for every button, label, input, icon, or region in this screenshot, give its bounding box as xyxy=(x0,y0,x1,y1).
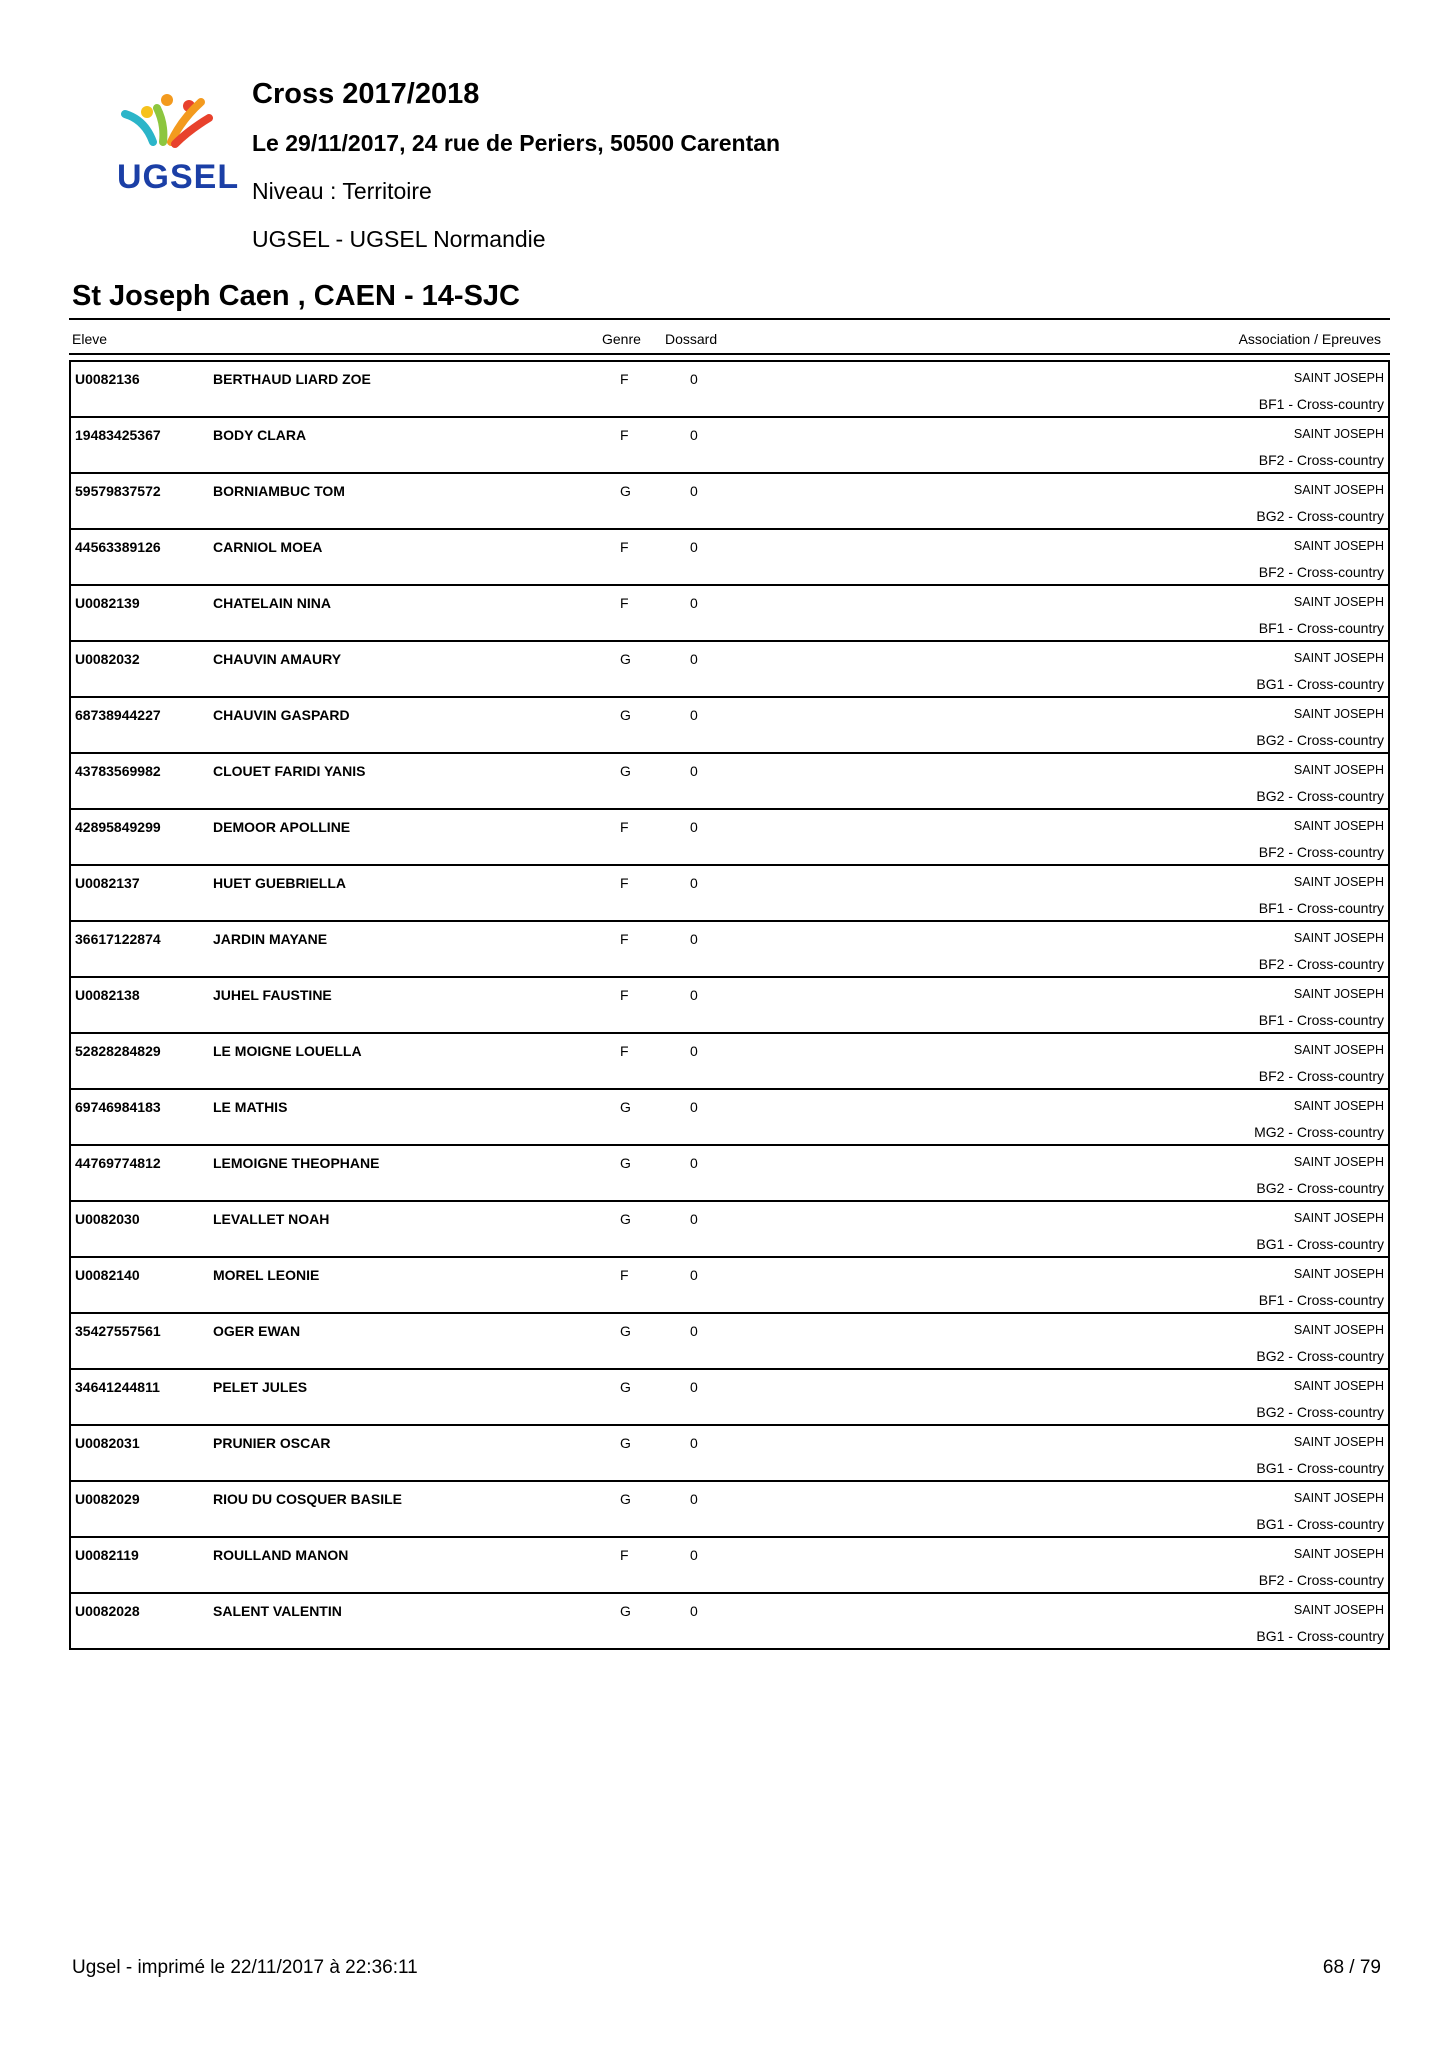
participant-genre: G xyxy=(620,763,631,779)
table-row xyxy=(71,1202,1388,1258)
participant-epreuve: BF2 - Cross-country xyxy=(1258,1068,1384,1084)
table-row xyxy=(71,474,1388,530)
participant-genre: G xyxy=(620,1099,631,1115)
participant-id: 35427557561 xyxy=(75,1323,161,1339)
participant-name: LEMOIGNE THEOPHANE xyxy=(213,1155,380,1171)
column-header-genre: Genre xyxy=(602,331,641,347)
participant-epreuve: BG2 - Cross-country xyxy=(1256,732,1384,748)
header-divider xyxy=(69,353,1390,355)
participant-dossard: 0 xyxy=(690,483,698,499)
participant-genre: G xyxy=(620,1155,631,1171)
table-row xyxy=(71,1034,1388,1090)
participant-id: U0082029 xyxy=(75,1491,140,1507)
participant-dossard: 0 xyxy=(690,987,698,1003)
participant-genre: G xyxy=(620,707,631,723)
participant-name: BERTHAUD LIARD ZOE xyxy=(213,371,371,387)
participant-genre: F xyxy=(620,1547,629,1563)
participant-genre: G xyxy=(620,1603,631,1619)
participant-dossard: 0 xyxy=(690,651,698,667)
participant-dossard: 0 xyxy=(690,1043,698,1059)
table-row xyxy=(71,1258,1388,1314)
participant-epreuve: BG1 - Cross-country xyxy=(1256,1236,1384,1252)
column-header-dossard: Dossard xyxy=(665,331,718,347)
participant-id: U0082137 xyxy=(75,875,140,891)
table-row xyxy=(71,1594,1388,1648)
participant-name: HUET GUEBRIELLA xyxy=(213,875,346,891)
participant-genre: G xyxy=(620,483,631,499)
participant-name: ROULLAND MANON xyxy=(213,1547,349,1563)
participant-dossard: 0 xyxy=(690,595,698,611)
participant-association: SAINT JOSEPH xyxy=(1293,1323,1384,1337)
participant-id: U0082140 xyxy=(75,1267,140,1283)
participant-name: BORNIAMBUC TOM xyxy=(213,483,345,499)
participant-association: SAINT JOSEPH xyxy=(1293,539,1384,553)
participant-association: SAINT JOSEPH xyxy=(1293,1267,1384,1281)
event-organisation: UGSEL - UGSEL Normandie xyxy=(252,226,546,252)
participant-genre: F xyxy=(620,371,629,387)
table-row xyxy=(71,922,1388,978)
participant-genre: G xyxy=(620,651,631,667)
participant-association: SAINT JOSEPH xyxy=(1293,1435,1384,1449)
participant-dossard: 0 xyxy=(690,819,698,835)
participant-genre: F xyxy=(620,875,629,891)
participant-name: SALENT VALENTIN xyxy=(213,1603,342,1619)
participant-name: LEVALLET NOAH xyxy=(213,1211,330,1227)
participant-genre: G xyxy=(620,1379,631,1395)
participant-id: 59579837572 xyxy=(75,483,161,499)
participant-association: SAINT JOSEPH xyxy=(1293,651,1384,665)
table-row xyxy=(71,362,1388,418)
participant-dossard: 0 xyxy=(690,539,698,555)
table-row xyxy=(71,530,1388,586)
participant-dossard: 0 xyxy=(690,1211,698,1227)
participant-id: U0082032 xyxy=(75,651,140,667)
participant-id: 44563389126 xyxy=(75,539,161,555)
participant-name: LE MOIGNE LOUELLA xyxy=(213,1043,362,1059)
participant-dossard: 0 xyxy=(690,1491,698,1507)
table-row xyxy=(71,1090,1388,1146)
participant-name: CHAUVIN AMAURY xyxy=(213,651,342,667)
participant-epreuve: BF1 - Cross-country xyxy=(1258,900,1384,916)
participant-association: SAINT JOSEPH xyxy=(1293,1379,1384,1393)
participant-epreuve: BF1 - Cross-country xyxy=(1258,1012,1384,1028)
participant-epreuve: BG1 - Cross-country xyxy=(1256,676,1384,692)
participant-name: BODY CLARA xyxy=(213,427,307,443)
participant-association: SAINT JOSEPH xyxy=(1293,1155,1384,1169)
participant-name: JARDIN MAYANE xyxy=(213,931,328,947)
participant-genre: G xyxy=(620,1435,631,1451)
participant-id: 52828284829 xyxy=(75,1043,161,1059)
participant-association: SAINT JOSEPH xyxy=(1293,483,1384,497)
participant-id: 68738944227 xyxy=(75,707,161,723)
table-row xyxy=(71,1426,1388,1482)
participant-epreuve: BG1 - Cross-country xyxy=(1256,1516,1384,1532)
participant-genre: F xyxy=(620,427,629,443)
participant-epreuve: BG2 - Cross-country xyxy=(1256,1404,1384,1420)
participant-id: U0082030 xyxy=(75,1211,140,1227)
table-row xyxy=(71,1370,1388,1426)
participant-dossard: 0 xyxy=(690,1267,698,1283)
participant-epreuve: BG1 - Cross-country xyxy=(1256,1460,1384,1476)
participant-dossard: 0 xyxy=(690,707,698,723)
participant-dossard: 0 xyxy=(690,1547,698,1563)
participant-id: U0082138 xyxy=(75,987,140,1003)
participant-genre: F xyxy=(620,595,629,611)
table-row xyxy=(71,698,1388,754)
participant-id: 34641244811 xyxy=(75,1379,160,1395)
participant-id: U0082028 xyxy=(75,1603,140,1619)
table-row xyxy=(71,1482,1388,1538)
participant-dossard: 0 xyxy=(690,427,698,443)
table-row xyxy=(71,754,1388,810)
participant-dossard: 0 xyxy=(690,1603,698,1619)
participant-epreuve: BF1 - Cross-country xyxy=(1258,620,1384,636)
participant-epreuve: BF1 - Cross-country xyxy=(1258,396,1384,412)
participant-id: 69746984183 xyxy=(75,1099,161,1115)
participant-genre: G xyxy=(620,1491,631,1507)
table-row xyxy=(71,866,1388,922)
participant-association: SAINT JOSEPH xyxy=(1293,987,1384,1001)
participant-epreuve: BF2 - Cross-country xyxy=(1258,1572,1384,1588)
table-row xyxy=(71,810,1388,866)
participant-dossard: 0 xyxy=(690,1155,698,1171)
participant-association: SAINT JOSEPH xyxy=(1293,819,1384,833)
participant-genre: F xyxy=(620,1043,629,1059)
participant-dossard: 0 xyxy=(690,875,698,891)
participant-name: OGER EWAN xyxy=(213,1323,301,1339)
participant-dossard: 0 xyxy=(690,1435,698,1451)
participant-name: CLOUET FARIDI YANIS xyxy=(213,763,366,779)
participant-name: DEMOOR APOLLINE xyxy=(213,819,351,835)
participant-id: U0082031 xyxy=(75,1435,140,1451)
table-row xyxy=(71,978,1388,1034)
participant-dossard: 0 xyxy=(690,1099,698,1115)
participant-name: RIOU DU COSQUER BASILE xyxy=(213,1491,403,1507)
participant-genre: F xyxy=(620,931,629,947)
participant-id: 36617122874 xyxy=(75,931,161,947)
participant-epreuve: BG2 - Cross-country xyxy=(1256,1348,1384,1364)
column-header-association: Association / Epreuves xyxy=(1238,331,1381,347)
participant-association: SAINT JOSEPH xyxy=(1293,1043,1384,1057)
participant-genre: G xyxy=(620,1211,631,1227)
participant-epreuve: BF2 - Cross-country xyxy=(1258,844,1384,860)
participant-epreuve: BF1 - Cross-country xyxy=(1258,1292,1384,1308)
table-row xyxy=(71,642,1388,698)
participant-name: CHAUVIN GASPARD xyxy=(213,707,350,723)
participant-association: SAINT JOSEPH xyxy=(1293,763,1384,777)
participant-id: 43783569982 xyxy=(75,763,161,779)
event-title: Cross 2017/2018 xyxy=(252,78,480,110)
table-row xyxy=(71,1146,1388,1202)
participant-association: SAINT JOSEPH xyxy=(1293,1547,1384,1561)
participant-association: SAINT JOSEPH xyxy=(1293,427,1384,441)
print-timestamp: Ugsel - imprimé le 22/11/2017 à 22:36:11 xyxy=(72,1957,418,1978)
participant-id: U0082119 xyxy=(75,1547,139,1563)
participant-dossard: 0 xyxy=(690,371,698,387)
participant-id: U0082136 xyxy=(75,371,140,387)
table-row xyxy=(71,418,1388,474)
participant-name: CHATELAIN NINA xyxy=(213,595,331,611)
participant-id: 42895849299 xyxy=(75,819,161,835)
participant-genre: G xyxy=(620,1323,631,1339)
event-level: Niveau : Territoire xyxy=(252,178,432,204)
participant-name: JUHEL FAUSTINE xyxy=(213,987,332,1003)
participant-epreuve: BF2 - Cross-country xyxy=(1258,564,1384,580)
participant-epreuve: BG2 - Cross-country xyxy=(1256,788,1384,804)
participant-epreuve: MG2 - Cross-country xyxy=(1254,1124,1384,1140)
participant-genre: F xyxy=(620,819,629,835)
table-row xyxy=(71,1314,1388,1370)
participant-association: SAINT JOSEPH xyxy=(1293,1491,1384,1505)
event-subtitle: Le 29/11/2017, 24 rue de Periers, 50500 Carentan xyxy=(252,130,781,156)
participant-name: LE MATHIS xyxy=(213,1099,288,1115)
participant-dossard: 0 xyxy=(690,931,698,947)
participant-epreuve: BG1 - Cross-country xyxy=(1256,1628,1384,1644)
participant-dossard: 0 xyxy=(690,1323,698,1339)
school-heading: St Joseph Caen , CAEN - 14-SJC xyxy=(72,280,520,312)
participant-epreuve: BG2 - Cross-country xyxy=(1256,508,1384,524)
participant-epreuve: BG2 - Cross-country xyxy=(1256,1180,1384,1196)
participant-genre: F xyxy=(620,987,629,1003)
participant-name: MOREL LEONIE xyxy=(213,1267,320,1283)
participant-epreuve: BF2 - Cross-country xyxy=(1258,452,1384,468)
participant-association: SAINT JOSEPH xyxy=(1293,1603,1384,1617)
heading-divider xyxy=(69,318,1390,320)
participant-name: PRUNIER OSCAR xyxy=(213,1435,331,1451)
participant-epreuve: BF2 - Cross-country xyxy=(1258,956,1384,972)
participant-dossard: 0 xyxy=(690,1379,698,1395)
participant-association: SAINT JOSEPH xyxy=(1293,707,1384,721)
table-row xyxy=(71,1538,1388,1594)
column-header-eleve: Eleve xyxy=(72,331,108,347)
participant-name: PELET JULES xyxy=(213,1379,308,1395)
logo-text: UGSEL xyxy=(117,158,240,196)
participant-association: SAINT JOSEPH xyxy=(1293,931,1384,945)
participant-association: SAINT JOSEPH xyxy=(1293,595,1384,609)
participant-genre: F xyxy=(620,539,629,555)
participant-association: SAINT JOSEPH xyxy=(1293,875,1384,889)
participants-table xyxy=(69,360,1390,1650)
participant-id: 19483425367 xyxy=(75,427,161,443)
participant-association: SAINT JOSEPH xyxy=(1293,371,1384,385)
table-row xyxy=(71,586,1388,642)
participant-id: U0082139 xyxy=(75,595,140,611)
participant-name: CARNIOL MOEA xyxy=(213,539,323,555)
participant-dossard: 0 xyxy=(690,763,698,779)
participant-genre: F xyxy=(620,1267,629,1283)
participant-association: SAINT JOSEPH xyxy=(1293,1211,1384,1225)
participant-id: 44769774812 xyxy=(75,1155,161,1171)
page-number: 68 / 79 xyxy=(1322,1957,1381,1978)
participant-association: SAINT JOSEPH xyxy=(1293,1099,1384,1113)
